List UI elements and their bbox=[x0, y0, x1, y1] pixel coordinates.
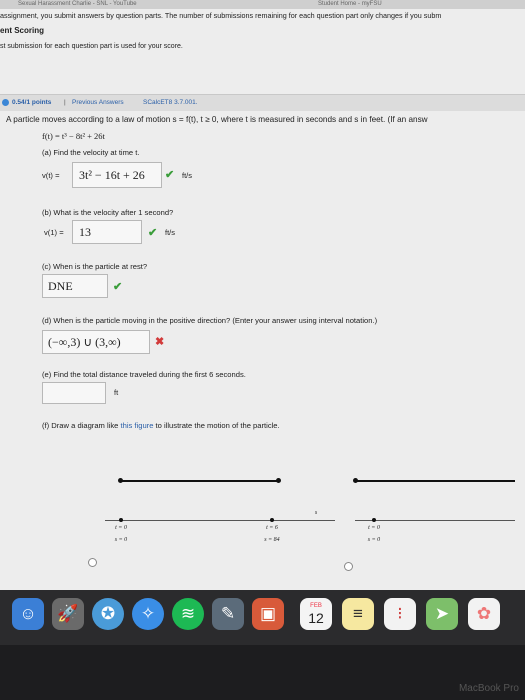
motion-axis-upper-right bbox=[355, 480, 515, 482]
option-3-s: s = 0 bbox=[367, 537, 381, 543]
macbook-brand-label: MacBook Pro bbox=[458, 683, 519, 694]
part-d-incorrect-icon: ✖ bbox=[155, 336, 165, 348]
option-3-t: t = 0 bbox=[368, 525, 380, 531]
part-e-unit: ft bbox=[114, 388, 119, 397]
instructions-text: assignment, you submit answers by question parts. The number of submissions remaining for each question part only changes if you subm bbox=[0, 11, 442, 20]
app-store-icon[interactable]: ✪ bbox=[92, 598, 124, 630]
option-3-dot bbox=[372, 518, 376, 522]
diagram-option-1-radio[interactable] bbox=[88, 558, 97, 567]
this-figure-link[interactable]: this figure bbox=[120, 421, 154, 430]
part-c-prompt: (c) When is the particle at rest? bbox=[42, 262, 148, 271]
photo-booth-icon[interactable]: ▣ bbox=[252, 598, 284, 630]
part-a-label: v(t) = bbox=[42, 171, 60, 180]
part-e-answer-field[interactable] bbox=[42, 382, 106, 404]
tab-bar bbox=[0, 0, 525, 9]
points-label: 0.54/1 points bbox=[12, 99, 52, 106]
header-separator: | bbox=[64, 99, 66, 106]
previous-answers-link[interactable]: Previous Answers bbox=[72, 99, 124, 106]
s-axis-option-1-2 bbox=[105, 520, 335, 521]
reminders-icon[interactable]: ⁝ bbox=[384, 598, 416, 630]
part-f-prompt: (f) Draw a diagram like this figure to illustrate the motion of the particle. bbox=[42, 421, 280, 430]
upper-right-start-dot bbox=[353, 478, 358, 483]
tab-myfsu[interactable]: Student Home - myFSU bbox=[318, 1, 382, 7]
part-c-answer-field[interactable]: DNE bbox=[42, 274, 108, 298]
maps-icon[interactable]: ➤ bbox=[426, 598, 458, 630]
option-1-dot bbox=[119, 518, 123, 522]
photos-icon[interactable]: ✿ bbox=[468, 598, 500, 630]
option-2-dot bbox=[270, 518, 274, 522]
part-a-unit: ft/s bbox=[182, 171, 193, 180]
question-stem: A particle moves according to a law of motion s = f(t), t ≥ 0, where t is measured in seconds and s in feet. (If an answ bbox=[6, 115, 428, 124]
part-a-answer-field[interactable]: 3t² − 16t + 26 bbox=[72, 162, 162, 188]
scoring-heading: ent Scoring bbox=[0, 26, 45, 35]
option-1-t: t = 0 bbox=[115, 525, 127, 531]
upper-left-dot bbox=[118, 478, 123, 483]
s-axis-option-3 bbox=[355, 520, 515, 521]
part-b-correct-icon: ✔ bbox=[148, 227, 158, 239]
question-header bbox=[0, 94, 525, 111]
part-a-prompt: (a) Find the velocity at time t. bbox=[42, 148, 140, 157]
scoring-text: st submission for each question part is used for your score. bbox=[0, 43, 183, 50]
safari-icon[interactable]: ✧ bbox=[132, 598, 164, 630]
diagram-option-3-radio[interactable] bbox=[344, 562, 353, 571]
part-a-correct-icon: ✔ bbox=[165, 169, 175, 181]
upper-right-dot bbox=[276, 478, 281, 483]
part-e-prompt: (e) Find the total distance traveled during the first 6 seconds. bbox=[42, 370, 246, 379]
part-b-prompt: (b) What is the velocity after 1 second? bbox=[42, 208, 174, 217]
part-b-label: v(1) = bbox=[44, 228, 64, 237]
option-2-t: t = 6 bbox=[266, 525, 278, 531]
option-2-s: s = 84 bbox=[264, 537, 280, 543]
finder-icon[interactable]: ☺ bbox=[12, 598, 44, 630]
part-d-answer-field[interactable]: (−∞,3) ∪ (3,∞) bbox=[42, 330, 150, 354]
launchpad-icon[interactable]: 🚀 bbox=[52, 598, 84, 630]
calendar-icon[interactable]: FEB 12 bbox=[300, 598, 332, 630]
part-d-prompt: (d) When is the particle moving in the positive direction? (Enter your answer using interval notation.) bbox=[42, 316, 378, 325]
part-b-answer-field[interactable]: 13 bbox=[72, 220, 142, 244]
function-definition: f(t) = t³ − 8t² + 26t bbox=[42, 131, 105, 141]
option-1-s: s = 0 bbox=[114, 537, 128, 543]
motion-axis-upper bbox=[120, 480, 280, 482]
status-dot-icon bbox=[2, 99, 9, 106]
spotify-icon[interactable]: ≋ bbox=[172, 598, 204, 630]
part-c-correct-icon: ✔ bbox=[113, 281, 123, 293]
question-source: SCalcET8 3.7.001. bbox=[143, 99, 198, 106]
macos-dock bbox=[0, 590, 525, 645]
s-axis-label: s bbox=[314, 510, 318, 516]
notes-icon[interactable]: ≡ bbox=[342, 598, 374, 630]
tab-youtube[interactable]: Sexual Harassment Charlie - SNL - YouTube bbox=[18, 1, 137, 7]
part-b-unit: ft/s bbox=[165, 228, 176, 237]
keynote-icon[interactable]: ✎ bbox=[212, 598, 244, 630]
